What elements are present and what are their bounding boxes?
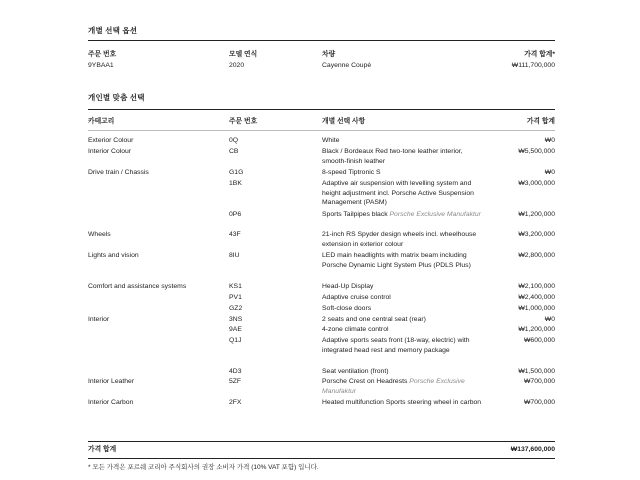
s1-header-vehicle: 차량 bbox=[322, 51, 336, 58]
s1-total: ₩111,700,000 bbox=[511, 62, 555, 69]
row-category: Drive train / Chassis bbox=[88, 169, 149, 176]
row-category: Interior bbox=[88, 316, 110, 323]
price-footnote: * 모든 가격은 포르쉐 코리아 주식회사의 권장 소비자 가격 (10% VAT 포함) 입니다. bbox=[88, 464, 319, 471]
row-description-text: Porsche Crest on Headrests bbox=[322, 378, 408, 385]
row-price: ₩0 bbox=[544, 137, 555, 144]
row-description-text: 2 seats and one central seat (rear) bbox=[322, 316, 426, 323]
total-divider-bottom bbox=[88, 458, 555, 459]
s1-header-total: 가격 합계* bbox=[524, 51, 555, 58]
row-description bbox=[322, 377, 482, 396]
row-description-text: Sports Tailpipes black bbox=[322, 211, 388, 218]
row-price: ₩600,000 bbox=[524, 337, 555, 344]
row-order-code: G1G bbox=[229, 169, 244, 176]
s2-header-order-no: 주문 번호 bbox=[229, 118, 258, 125]
row-order-code: 0P6 bbox=[229, 211, 242, 218]
total-divider-top bbox=[88, 441, 555, 442]
s2-header-divider bbox=[88, 130, 555, 131]
row-price: ₩2,800,000 bbox=[518, 252, 555, 259]
row-price: ₩0 bbox=[544, 169, 555, 176]
s1-vehicle: Cayenne Coupé bbox=[322, 62, 372, 69]
row-description bbox=[322, 251, 482, 270]
row-price: ₩2,400,000 bbox=[518, 294, 555, 301]
s1-header-model-year: 모델 연식 bbox=[229, 51, 258, 58]
row-category: Lights and vision bbox=[88, 252, 139, 259]
row-category: Comfort and assistance systems bbox=[88, 283, 187, 290]
section2-title: 개인별 맞춤 선택 bbox=[88, 93, 145, 102]
row-order-code: 43F bbox=[229, 231, 241, 238]
row-description-text: 4-zone climate control bbox=[322, 326, 389, 333]
s2-header-category: 카테고리 bbox=[88, 118, 115, 125]
grand-total-value: ₩137,600,000 bbox=[510, 446, 555, 453]
row-order-code: 2FX bbox=[229, 399, 242, 406]
row-price: ₩3,200,000 bbox=[518, 231, 555, 238]
row-order-code: KS1 bbox=[229, 283, 242, 290]
row-description bbox=[322, 325, 482, 335]
row-category: Interior Carbon bbox=[88, 399, 134, 406]
row-price: ₩1,200,000 bbox=[518, 326, 555, 333]
row-price: ₩1,500,000 bbox=[518, 368, 555, 375]
row-description-text: LED main headlights with matrix beam including Porsche Dynamic Light System Plus (PDLS Plus) bbox=[322, 252, 471, 269]
section1-title: 개별 선택 옵션 bbox=[88, 26, 138, 35]
section2-divider bbox=[88, 109, 555, 110]
section1-divider bbox=[88, 40, 555, 41]
row-price: ₩2,100,000 bbox=[518, 283, 555, 290]
row-description-text: Adaptive cruise control bbox=[322, 294, 391, 301]
row-order-code: 4D3 bbox=[229, 368, 242, 375]
row-description-text: Head-Up Display bbox=[322, 283, 374, 290]
row-description-text: Seat ventilation (front) bbox=[322, 368, 389, 375]
row-price: ₩5,500,000 bbox=[518, 148, 555, 155]
row-description-text: Black / Bordeaux Red two-tone leather interior, smooth-finish leather bbox=[322, 148, 463, 165]
s2-header-option: 개별 선택 사항 bbox=[322, 118, 366, 125]
row-price: ₩3,000,000 bbox=[518, 180, 555, 187]
row-price: ₩700,000 bbox=[524, 399, 555, 406]
row-description bbox=[322, 367, 482, 377]
row-category: Exterior Colour bbox=[88, 137, 134, 144]
row-description bbox=[322, 336, 482, 355]
row-category: Interior Colour bbox=[88, 148, 132, 155]
row-order-code: GZ2 bbox=[229, 305, 243, 312]
row-description bbox=[322, 210, 482, 220]
row-description bbox=[322, 179, 482, 208]
row-description bbox=[322, 398, 482, 408]
row-order-code: Q1J bbox=[229, 337, 242, 344]
s1-model-year: 2020 bbox=[229, 62, 245, 69]
row-description bbox=[322, 282, 482, 292]
row-description bbox=[322, 304, 482, 314]
row-price: ₩1,200,000 bbox=[518, 211, 555, 218]
row-description bbox=[322, 293, 482, 303]
row-description-note: Porsche Exclusive Manufaktur bbox=[322, 378, 465, 395]
row-category: Wheels bbox=[88, 231, 111, 238]
row-order-code: CB bbox=[229, 148, 239, 155]
row-order-code: 3NS bbox=[229, 316, 243, 323]
row-description bbox=[322, 230, 482, 249]
row-description bbox=[322, 315, 482, 325]
row-price: ₩700,000 bbox=[524, 378, 555, 385]
s1-header-order-no: 주문 번호 bbox=[88, 51, 117, 58]
row-order-code: 0Q bbox=[229, 137, 239, 144]
row-order-code: 5ZF bbox=[229, 378, 242, 385]
row-description-text: Adaptive sports seats front (18-way, electric) with integrated head rest and memory package bbox=[322, 337, 470, 354]
row-order-code: 9AE bbox=[229, 326, 242, 333]
row-price: ₩0 bbox=[544, 316, 555, 323]
row-description bbox=[322, 147, 482, 166]
row-description bbox=[322, 168, 482, 178]
row-description-text: Heated multifunction Sports steering wheel in carbon bbox=[322, 399, 482, 406]
row-order-code: PV1 bbox=[229, 294, 242, 301]
s2-header-total: 가격 합계 bbox=[526, 118, 555, 125]
row-order-code: 1BK bbox=[229, 180, 242, 187]
row-category: Interior Leather bbox=[88, 378, 135, 385]
row-description-text: 8-speed Tiptronic S bbox=[322, 169, 381, 176]
row-description-text: 21-inch RS Spyder design wheels incl. wheelhouse extension in exterior colour bbox=[322, 231, 477, 248]
row-order-code: 8IU bbox=[229, 252, 240, 259]
row-description bbox=[322, 136, 482, 146]
row-description-text: Adaptive air suspension with levelling system and height adjustment incl. Porsche Active Suspension Management (PASM) bbox=[322, 180, 474, 207]
row-price: ₩1,000,000 bbox=[518, 305, 555, 312]
s1-order-no: 9YBAA1 bbox=[88, 62, 114, 69]
row-description-note: Porsche Exclusive Manufaktur bbox=[389, 211, 481, 218]
row-description-text: White bbox=[322, 137, 340, 144]
grand-total-label: 가격 합계 bbox=[88, 446, 117, 453]
row-description-text: Soft-close doors bbox=[322, 305, 372, 312]
